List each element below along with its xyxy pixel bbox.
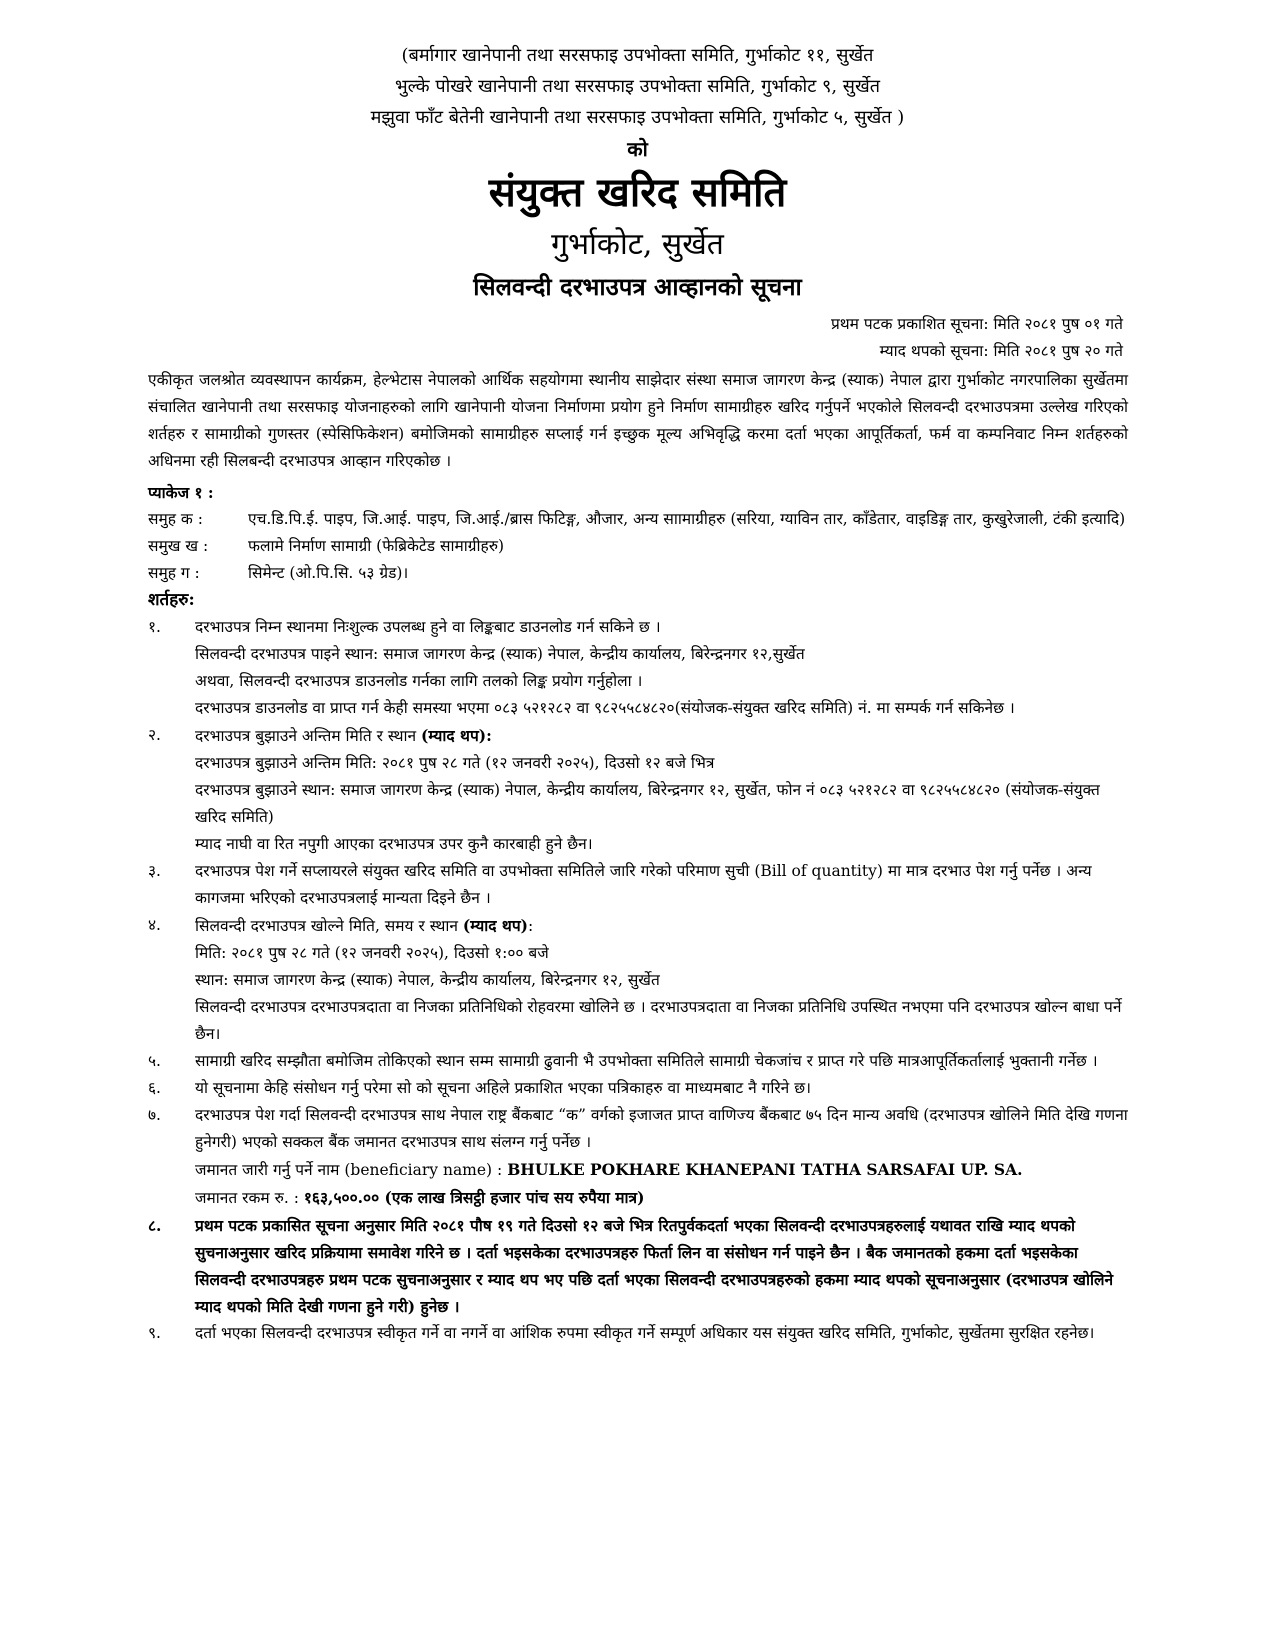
guarantee-amount-label: जमानत रकम रु. : <box>195 1189 304 1207</box>
term-8 <box>148 1212 1128 1320</box>
group-text: एच.डि.पि.ई. पाइप, जि.आई. पाइप, जि.आई./ब्रास फिटिङ्ग, औजार, अन्य साामाग्रीहरु (सरिया, ग्याविन तार, काँडेतार, वाइडिङ्ग तार, कुखुरेजाली, टंकी इत्यादि) <box>248 510 1126 528</box>
term-line: दर्ता भएका सिलवन्दी दरभाउपत्र स्वीकृत गर्ने वा नगर्ने वा आंशिक रुपमा स्वीकृत गर्ने सम्पूर्ण अधिकार यस संयुक्त खरिद समिति, गुर्भाकोट, सुर्खेतमा सुरक्षित रहनेछ। <box>195 1324 1095 1342</box>
committee-line-3: मझुवा फाँट बेतेनी खानेपानी तथा सरसफाइ उपभोक्ता समिति, गुर्भाकोट ५, सुर्खेत ) <box>370 107 905 128</box>
extension-tag: (म्याद थप): <box>421 726 492 745</box>
term-number: ४. <box>148 916 161 934</box>
term-7 <box>148 1102 1128 1212</box>
ko-connector: को <box>627 137 648 161</box>
term-2 <box>148 722 1128 858</box>
term-heading: दरभाउपत्र बुझाउने अन्तिम मिति र स्थान <box>195 727 422 745</box>
term-heading-tail: : <box>527 917 534 935</box>
package-group-ka <box>148 506 1128 533</box>
group-label: समुह ग : <box>148 564 200 582</box>
term-line: सिलवन्दी दरभाउपत्र पाइने स्थान: समाज जागरण केन्द्र (स्याक) नेपाल, केन्द्रीय कार्यालय, बिरेन्द्रनगर १२,सुर्खेत <box>195 645 805 663</box>
notice-subtitle: सिलवन्दी दरभाउपत्र आव्हानको सूचना <box>473 272 802 301</box>
term-line: सामाग्री खरिद सम्झौता बमोजिम तोकिएको स्थान सम्म सामाग्री ढुवानी भै उपभोक्ता समितिले सामाग्री चेकजांच र प्राप्त गरे पछि मात्रआपूर्तिकर्तालाई भुक्तानी गर्नेछ । <box>195 1052 1098 1070</box>
term-line: यो सूचनामा केहि संसोधन गर्नु परेमा सो को सूचना अहिले प्रकाशित भएका पत्रिकाहरु वा माध्यमबाट नै गरिने छ। <box>195 1079 811 1097</box>
group-label: समुख ख : <box>148 537 209 555</box>
term-line: दरभाउपत्र डाउनलोड वा प्राप्त गर्न केही समस्या भएमा ०८३ ५२१२८२ वा ९८२५५८४८२०(संयोजक-संयुक्त खरिद समिति) नं. मा सम्पर्क गर्न सकिनेछ । <box>195 699 1015 717</box>
group-text: फलामे निर्माण सामाग्री (फेब्रिकेटेड सामाग्रीहरु) <box>248 537 505 555</box>
term-line: दरभाउपत्र बुझाउने स्थान: समाज जागरण केन्द्र (स्याक) नेपाल, केन्द्रीय कार्यालय, बिरेन्द्रनगर १२, सुर्खेत, फोन नं ०८३ ५२१२८२ वा ९८२५५८४८२० (संयोजक-संयुक्त खरिद समिति) <box>195 781 1100 826</box>
term-1 <box>148 614 1128 722</box>
term-number: २. <box>148 726 161 744</box>
beneficiary-label: जमानत जारी गर्नु पर्ने नाम (beneficiary name) : <box>195 1161 508 1179</box>
term-line: दरभाउपत्र निम्न स्थानमा निःशुल्क उपलब्ध हुने वा लिङ्कबाट डाउनलोड गर्न सकिने छ । <box>195 618 661 636</box>
publication-dates <box>523 311 1123 365</box>
package-group-kha <box>148 533 1128 560</box>
term-line: दरभाउपत्र बुझाउने अन्तिम मिति: २०८१ पुष २८ गते (१२ जनवरी २०२५), दिउसो १२ बजे भित्र <box>195 754 715 772</box>
term-line: प्रथम पटक प्रकासित सूचना अनुसार मिति २०८१ पौष १९ गते दिउसो १२ बजे भित्र रितपुर्वकदर्ता भएका सिलवन्दी दरभाउपत्रहरुलाई यथावत राखि म्याद थपको सुचनाअनुसार खरिद प्रक्रियामा समावेश गरिने छ । दर्ता भइसकेका दरभाउपत्रहरु फिर्ता लिन वा संसोधन गर्न पाइने छैन । बैक जमानतको हकमा दर्ता भइसकेका सिलवन्दी दरभाउपत्रहरु प्रथम पटक सुचनाअनुसार र म्याद थप भए पछि दर्ता भएका सिलवन्दी दरभाउपत्रहरुको हकमा म्याद थपको सूचनाअनुसार (दरभाउपत्र खोलिने म्याद थपको मिति देखी गणना हुने गरी) हुनेछ । <box>195 1216 1114 1316</box>
term-number: १. <box>148 618 161 636</box>
term-6 <box>148 1075 1128 1102</box>
beneficiary-name: BHULKE POKHARE KHANEPANI TATHA SARSAFAI UP. SA. <box>507 1160 1023 1179</box>
intro-paragraph: एकीकृत जलश्रोत व्यवस्थापन कार्यक्रम, हेल्भेटास नेपालको आर्थिक सहयोगमा स्थानीय साझेदार संस्था समाज जागरण केन्द्र (स्याक) नेपाल द्वारा गुर्भाकोट नगरपालिका सुर्खेतमा संचालित खानेपानी तथा सरसफाइ योजनाहरुको लागि खानेपानी योजना निर्माणमा प्रयोग हुने निर्माण सामाग्रीहरु खरिद गर्नुपर्ने भएकोले सिलवन्दी दरभाउपत्रमा उल्लेख गरिएको शर्तहरु र सामाग्रीको गुणस्तर (स्पेसिफिकेशन) बमोजिमको सामाग्रीहरु सप्लाई गर्न इच्छुक मूल्य अभिवृद्धि करमा दर्ता भएका आपूर्तिकर्ता, फर्म वा कम्पनिवाट निम्न शर्तहरुको अधिनमा रही सिलबन्दी दरभाउपत्र आव्हान गरिएकोछ । <box>148 371 1128 470</box>
term-number: ५. <box>148 1052 161 1070</box>
notice-header <box>0 40 1275 306</box>
group-text: सिमेन्ट (ओ.पि.सि. ५३ ग्रेड)। <box>248 564 409 582</box>
extension-tag: (म्याद थप) <box>462 916 528 935</box>
committee-line-2: भुल्के पोखरे खानेपानी तथा सरसफाइ उपभोक्ता समिति, गुर्भाकोट ९, सुर्खेत <box>395 76 880 97</box>
term-number: ३. <box>148 862 161 880</box>
term-number: ६. <box>148 1079 161 1097</box>
term-line: म्याद नाघी वा रित नपुगी आएका दरभाउपत्र उपर कुनै कारबाही हुने छैन। <box>195 835 593 853</box>
term-9 <box>148 1320 1128 1347</box>
notice-body <box>148 367 1128 1347</box>
guarantee-amount: १६३,५००.०० (एक लाख त्रिसट्ठी हजार पांच सय रुपैया मात्र) <box>303 1188 645 1207</box>
terms-heading: शर्तहरु: <box>148 590 195 610</box>
term-line: सिलवन्दी दरभाउपत्र दरभाउपत्रदाता वा निजका प्रतिनिधिको रोहवरमा खोलिने छ । दरभाउपत्रदाता वा निजका प्रतिनिधि उपस्थित नभएमा पनि दरभाउपत्र खोल्न बाधा पर्ने छैन। <box>195 998 1122 1043</box>
term-3 <box>148 858 1128 912</box>
term-number: ९. <box>148 1324 161 1342</box>
group-label: समुह क : <box>148 510 203 528</box>
term-line: मिति: २०८१ पुष २८ गते (१२ जनवरी २०२५), दिउसो १:०० बजे <box>195 944 549 962</box>
term-heading: सिलवन्दी दरभाउपत्र खोल्ने मिति, समय र स्थान <box>195 917 463 935</box>
term-4 <box>148 912 1128 1048</box>
term-5 <box>148 1048 1128 1075</box>
place-name: गुर्भाकोट, सुर्खेत <box>551 227 724 262</box>
extension-date: म्याद थपको सूचना: मिति २०८१ पुष २० गते <box>879 342 1123 360</box>
term-number: ८. <box>148 1216 162 1235</box>
committee-line-1: (बर्मागार खानेपानी तथा सरसफाइ उपभोक्ता समिति, गुर्भाकोट ११, सुर्खेत <box>401 45 874 66</box>
term-number: ७. <box>148 1106 161 1124</box>
page-title: संयुक्त खरिद समिति <box>488 169 787 216</box>
term-line: अथवा, सिलवन्दी दरभाउपत्र डाउनलोड गर्नका लागि तलको लिङ्क प्रयोग गर्नुहोला । <box>195 672 643 690</box>
package-heading: प्याकेज १ : <box>148 483 214 502</box>
term-line: दरभाउपत्र पेश गर्दा सिलवन्दी दरभाउपत्र साथ नेपाल राष्ट्र बैंकबाट “क” वर्गको इजाजत प्राप्त वाणिज्य बैंकबाट ७५ दिन मान्य अवधि (दरभाउपत्र खोलिने मिति देखि गणना हुनेगरी) भएको सक्कल बैंक जमानत दरभाउपत्र साथ संलग्न गर्नु पर्नेछ । <box>195 1106 1128 1151</box>
term-line: स्थान: समाज जागरण केन्द्र (स्याक) नेपाल, केन्द्रीय कार्यालय, बिरेन्द्रनगर १२, सुर्खेत <box>195 971 660 989</box>
package-group-ga <box>148 560 1128 587</box>
term-line: दरभाउपत्र पेश गर्ने सप्लायरले संयुक्त खरिद समिति वा उपभोक्ता समितिले जारि गरेको परिमाण सुची (Bill of quantity) मा मात्र दरभाउ पेश गर्नु पर्नेछ । अन्य कागजमा भरिएको दरभाउपत्रलाई मान्यता दिइने छैन । <box>195 862 1092 907</box>
first-publication-date: प्रथम पटक प्रकाशित सूचना: मिति २०८१ पुष ०१ गते <box>830 315 1123 333</box>
